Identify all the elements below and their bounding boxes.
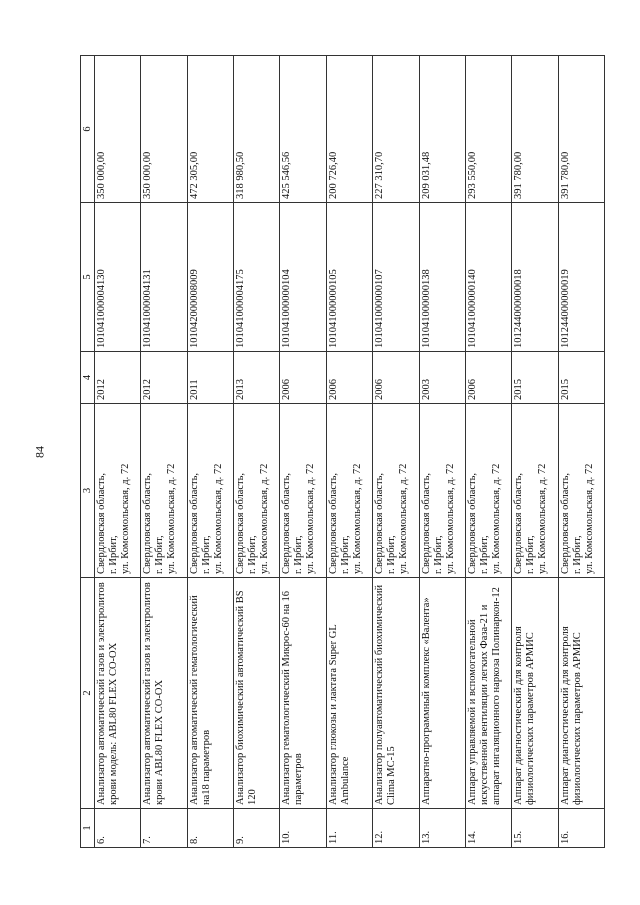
address-line: г. Ирбит, [339, 535, 351, 574]
address-cell [558, 404, 604, 578]
table-row [234, 56, 280, 848]
year-cell: 2003 [419, 352, 465, 404]
inventory-number-cell: 101041000000104 [280, 203, 326, 352]
address-line: ул. Комсомольская, д. 72 [351, 463, 363, 574]
row-number-cell: 7. [141, 809, 187, 848]
address-line: г. Ирбит, [386, 535, 398, 574]
address-cell [419, 404, 465, 578]
table-row [141, 56, 187, 848]
inventory-number-cell: 101042000008009 [187, 203, 233, 352]
table-row [326, 56, 372, 848]
address-line: г. Ирбит, [154, 535, 166, 574]
year-cell: 2006 [326, 352, 372, 404]
address-cell [373, 404, 419, 578]
equipment-name-cell: Анализатор автоматический газов и электролитов крови модель: ABL80 FLEX CO-OX [95, 578, 141, 809]
row-number-cell: 12. [373, 809, 419, 848]
equipment-name-cell: Аппарат диагностический для контроля физиологических параметров АРМИС [558, 578, 604, 809]
inventory-number-cell: 101041000000138 [419, 203, 465, 352]
table-row [95, 56, 141, 848]
address-cell [465, 404, 511, 578]
cost-cell: 209 031,48 [419, 56, 465, 203]
cost-cell: 318 980,50 [234, 56, 280, 203]
address-line: Свердловская область, [420, 472, 432, 574]
address-line: ул. Комсомольская, д. 72 [166, 463, 178, 574]
address-line: ул. Комсомольская, д. 72 [583, 463, 595, 574]
inventory-number-cell: 101041000004131 [141, 203, 187, 352]
equipment-table [80, 55, 605, 848]
cost-cell: 472 305,00 [187, 56, 233, 203]
equipment-name-cell: Анализатор гематологический Микрос-60 на 16 параметров [280, 578, 326, 809]
cost-cell: 425 546,56 [280, 56, 326, 203]
table-header [81, 56, 95, 848]
inventory-number-cell: 101041000000140 [465, 203, 511, 352]
address-line: ул. Комсомольская, д. 72 [537, 463, 549, 574]
cost-cell: 391 780,00 [512, 56, 558, 203]
address-line: г. Ирбит, [571, 535, 583, 574]
address-cell [280, 404, 326, 578]
address-line: Свердловская область, [327, 472, 339, 574]
inventory-number-cell: 101041000004175 [234, 203, 280, 352]
cost-cell: 293 550,00 [465, 56, 511, 203]
inventory-number-cell: 101041000004130 [95, 203, 141, 352]
row-number-cell: 10. [280, 809, 326, 848]
page-number: 84 [32, 446, 47, 458]
row-number-cell: 11. [326, 809, 372, 848]
address-line: г. Ирбит, [108, 535, 119, 574]
address-cell [512, 404, 558, 578]
equipment-name-cell: Анализатор автоматический гематологический на18 параметров [187, 578, 233, 809]
table-row [373, 56, 419, 848]
inventory-number-cell: 101041000000107 [373, 203, 419, 352]
column-header: 2 [81, 578, 95, 809]
column-header: 3 [81, 404, 95, 578]
address-line: г. Ирбит, [247, 535, 259, 574]
address-line: Свердловская область, [188, 472, 200, 574]
table-row [280, 56, 326, 848]
inventory-number-cell: 101041000000105 [326, 203, 372, 352]
column-header: 6 [81, 56, 95, 203]
address-line: Свердловская область, [142, 472, 154, 574]
address-line: г. Ирбит, [293, 535, 305, 574]
address-cell [187, 404, 233, 578]
address-line: ул. Комсомольская, д. 72 [212, 463, 224, 574]
cost-cell: 350 000,00 [141, 56, 187, 203]
row-number-cell: 14. [465, 809, 511, 848]
equipment-name-cell: Аппарат управляемой и вспомогательной искусственной вентиляции легких Фаза-21 и аппарат ингаляционного наркоза Полинаркон-12 [465, 578, 511, 809]
inventory-number-cell: 101244000000018 [512, 203, 558, 352]
address-line: Свердловская область, [235, 472, 247, 574]
year-cell: 2015 [558, 352, 604, 404]
equipment-name-cell: Аппаратно-программный комплекс «Валента» [419, 578, 465, 809]
year-cell: 2012 [95, 352, 141, 404]
cost-cell: 391 780,00 [558, 56, 604, 203]
cost-cell: 200 726,40 [326, 56, 372, 203]
address-line: г. Ирбит, [432, 535, 444, 574]
address-line: Свердловская область, [466, 472, 478, 574]
address-line: Свердловская область, [281, 472, 293, 574]
address-line: ул. Комсомольская, д. 72 [490, 463, 502, 574]
column-header: 5 [81, 203, 95, 352]
year-cell: 2015 [512, 352, 558, 404]
cost-cell: 350 000,00 [95, 56, 141, 203]
address-line: г. Ирбит, [200, 535, 212, 574]
row-number-cell: 6. [95, 809, 141, 848]
address-line: ул. Комсомольская, д. 72 [120, 463, 131, 574]
header-row [81, 56, 95, 848]
address-line: ул. Комсомольская, д. 72 [398, 463, 410, 574]
rotated-table-container [80, 56, 605, 848]
address-line: Свердловская область, [559, 472, 571, 574]
row-number-cell: 15. [512, 809, 558, 848]
table-row [419, 56, 465, 848]
row-number-cell: 13. [419, 809, 465, 848]
year-cell: 2006 [373, 352, 419, 404]
address-line: ул. Комсомольская, д. 72 [444, 463, 456, 574]
address-line: Свердловская область, [374, 472, 386, 574]
year-cell: 2006 [465, 352, 511, 404]
equipment-name-cell: Анализатор биохимический автоматический BS 120 [234, 578, 280, 809]
cost-cell: 227 310,70 [373, 56, 419, 203]
year-cell: 2013 [234, 352, 280, 404]
address-cell [95, 404, 141, 578]
address-line: г. Ирбит, [525, 535, 537, 574]
address-line: Свердловская область, [513, 472, 525, 574]
year-cell: 2006 [280, 352, 326, 404]
address-line: ул. Комсомольская, д. 72 [259, 463, 271, 574]
address-cell [141, 404, 187, 578]
address-cell [234, 404, 280, 578]
equipment-name-cell: Анализатор глюкозы и лактата Super GL Ambulance [326, 578, 372, 809]
table-row [512, 56, 558, 848]
equipment-name-cell: Аппарат диагностический для контроля физиологических параметров АРМИС [512, 578, 558, 809]
row-number-cell: 16. [558, 809, 604, 848]
table-body [95, 56, 605, 848]
year-cell: 2012 [141, 352, 187, 404]
address-line: Свердловская область, [96, 472, 107, 574]
row-number-cell: 9. [234, 809, 280, 848]
table-row [465, 56, 511, 848]
table-row [187, 56, 233, 848]
year-cell: 2011 [187, 352, 233, 404]
address-line: ул. Комсомольская, д. 72 [305, 463, 317, 574]
table-row [558, 56, 604, 848]
column-header: 4 [81, 352, 95, 404]
address-line: г. Ирбит, [478, 535, 490, 574]
equipment-name-cell: Анализатор автоматический газов и электролитов крови ABL80 FLEX CO-OX [141, 578, 187, 809]
column-header: 1 [81, 809, 95, 848]
address-cell [326, 404, 372, 578]
row-number-cell: 8. [187, 809, 233, 848]
equipment-name-cell: Анализатор полуавтоматический биохимический Clima MC-15 [373, 578, 419, 809]
inventory-number-cell: 101244000000019 [558, 203, 604, 352]
